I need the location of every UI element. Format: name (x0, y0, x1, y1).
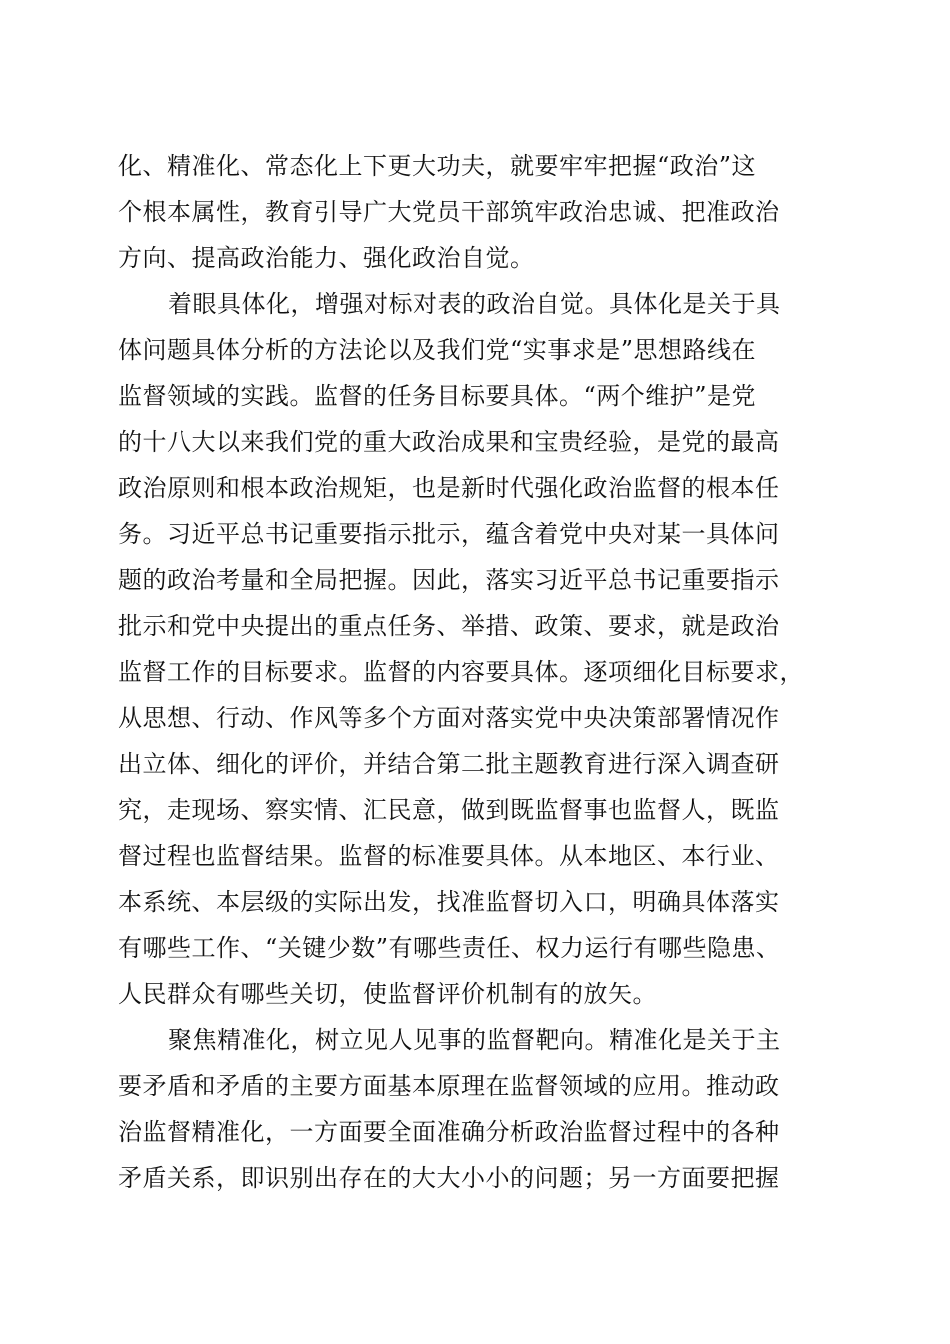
text-line: 政治原则和根本政治规矩，也是新时代强化政治监督的根本任 (118, 474, 780, 502)
text-line: 有哪些工作、“关键少数”有哪些责任、权力运行有哪些隐患、 (118, 934, 781, 962)
text-line: 从思想、行动、作风等多个方面对落实党中央决策部署情况作 (118, 704, 780, 732)
text-line: 究，走现场、察实情、汇民意，做到既监督事也监督人，既监 (118, 796, 780, 824)
text-line: 人民群众有哪些关切，使监督评价机制有的放矢。 (118, 980, 657, 1008)
text-line: 本系统、本层级的实际出发，找准监督切入口，明确具体落实 (118, 888, 780, 916)
text-line: 个根本属性，教育引导广大党员干部筑牢政治忠诚、把准政治 (118, 198, 780, 226)
text-line: 督过程也监督结果。监督的标准要具体。从本地区、本行业、 (118, 842, 780, 870)
paragraph-first-line: 着眼具体化，增强对标对表的政治自觉。具体化是关于具 (168, 290, 781, 318)
text-line: 出立体、细化的评价，并结合第二批主题教育进行深入调查研 (118, 750, 780, 778)
text-line: 务。习近平总书记重要指示批示，蕴含着党中央对某一具体问 (118, 520, 780, 548)
text-line: 监督工作的目标要求。监督的内容要具体。逐项细化目标要求， (118, 658, 804, 686)
text-line: 要矛盾和矛盾的主要方面基本原理在监督领域的应用。推动政 (118, 1072, 780, 1100)
text-line: 治监督精准化，一方面要全面准确分析政治监督过程中的各种 (118, 1118, 780, 1146)
text-line: 体问题具体分析的方法论以及我们党“实事求是”思想路线在 (118, 336, 757, 364)
text-line: 监督领域的实践。监督的任务目标要具体。“两个维护”是党 (118, 382, 757, 410)
text-line: 化、精准化、常态化上下更大功夫，就要牢牢把握“政治”这 (118, 152, 757, 180)
text-line: 批示和党中央提出的重点任务、举措、政策、要求，就是政治 (118, 612, 780, 640)
body-text (118, 143, 838, 1201)
text-line: 的十八大以来我们党的重大政治成果和宝贵经验，是党的最高 (118, 428, 780, 456)
paragraph-first-line: 聚焦精准化，树立见人见事的监督靶向。精准化是关于主 (168, 1026, 781, 1054)
text-line: 矛盾关系，即识别出存在的大大小小的问题；另一方面要把握 (118, 1164, 780, 1192)
text-line: 题的政治考量和全局把握。因此，落实习近平总书记重要指示 (118, 566, 780, 594)
text-line: 方向、提高政治能力、强化政治自觉。 (118, 244, 535, 272)
